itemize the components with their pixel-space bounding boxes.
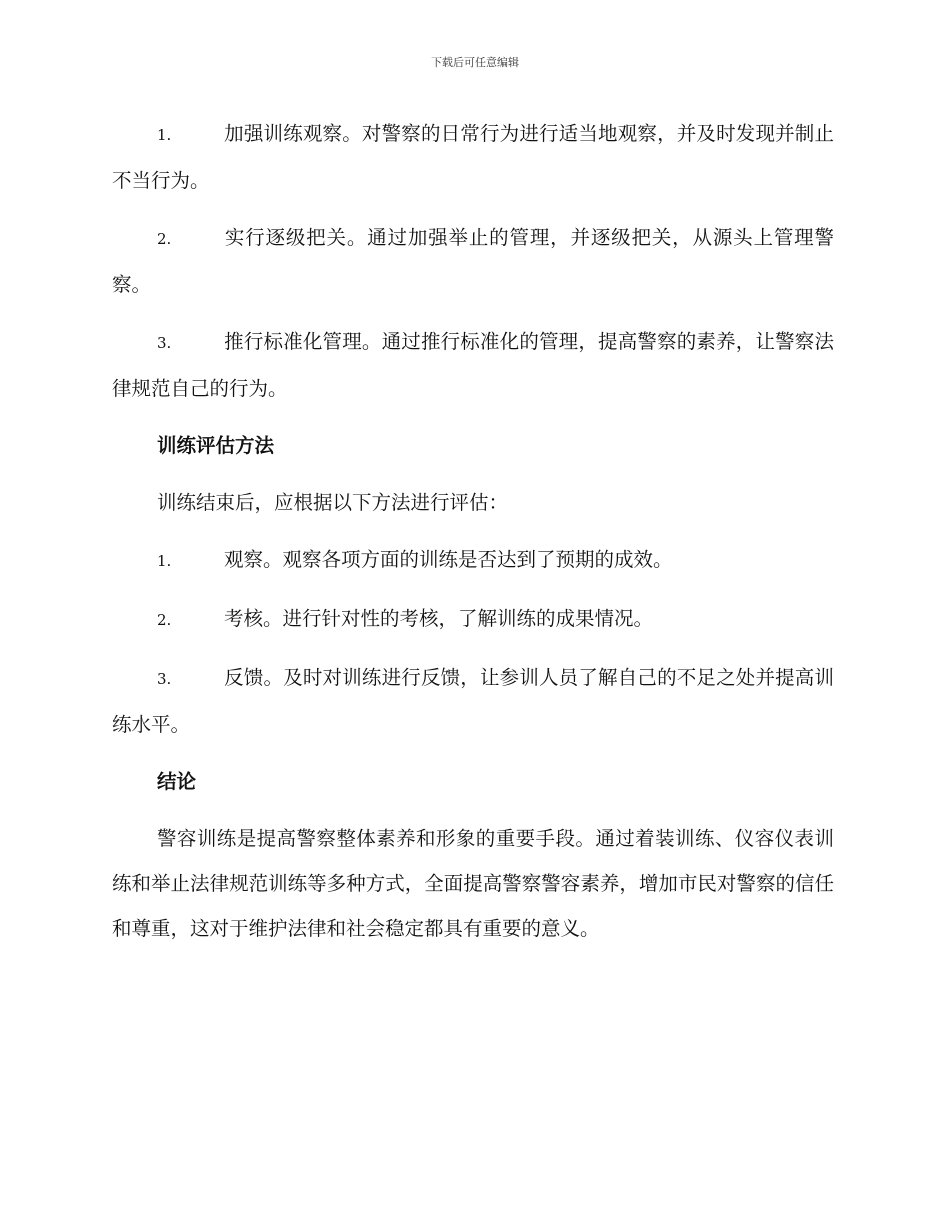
list-number: 1. [157, 126, 172, 144]
document-body [112, 111, 834, 963]
list-item-text: 观察。观察各项方面的训练是否达到了预期的成效。 [224, 548, 673, 571]
list-number: 3. [157, 670, 172, 688]
list-item-text: 实行逐级把关。通过加强举止的管理，并逐级把关，从源头上管理警察。 [112, 226, 834, 296]
list-item [112, 655, 834, 747]
page-header: 下载后可任意编辑 [431, 56, 519, 69]
list-number: 3. [157, 334, 172, 352]
list-item [112, 215, 834, 307]
list-item-text: 加强训练观察。对警察的日常行为进行适当地观察，并及时发现并制止不当行为。 [112, 122, 834, 192]
list-item-text: 推行标准化管理。通过推行标准化的管理，提高警察的素养，让警察法律规范自己的行为。 [112, 330, 834, 400]
section-heading-conclusion: 结论 [157, 770, 197, 793]
list-item [112, 319, 834, 411]
conclusion-paragraph: 警容训练是提高警察整体素养和形象的重要手段。通过着装训练、仪容仪表训练和举止法律规范训练等多种方式，全面提高警察警容素养，增加市民对警察的信任和尊重，这对于维护法律和社会稳定都具有重要的意义。 [112, 827, 834, 940]
list-item [112, 537, 834, 584]
list-number: 2. [157, 611, 172, 629]
list-item [112, 111, 834, 203]
list-number: 2. [157, 230, 172, 248]
list-item-text: 反馈。及时对训练进行反馈，让参训人员了解自己的不足之处并提高训练水平。 [112, 666, 834, 736]
list-item [112, 596, 834, 643]
list-number: 1. [157, 552, 172, 570]
section-heading-evaluation: 训练评估方法 [157, 434, 275, 457]
evaluation-intro: 训练结束后，应根据以下方法进行评估： [157, 491, 509, 514]
list-item-text: 考核。进行针对性的考核，了解训练的成果情况。 [224, 607, 654, 630]
